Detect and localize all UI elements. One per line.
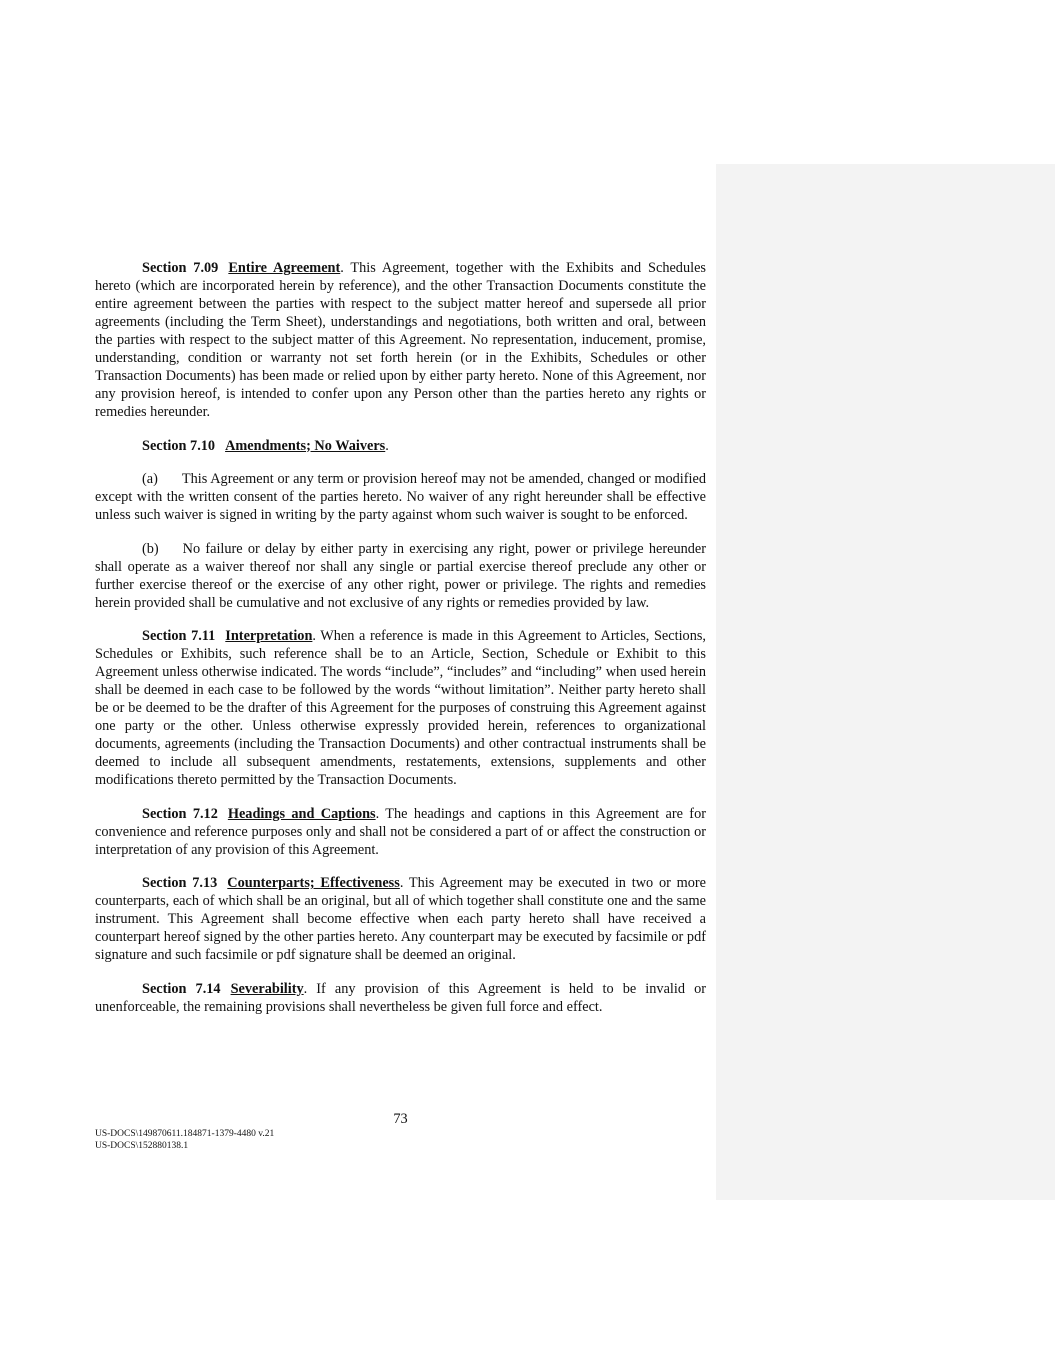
section-7-11 (95, 627, 706, 789)
clause-label: (b) (142, 540, 159, 557)
doc-id-2: US-DOCS\152880138.1 (95, 1140, 189, 1151)
section-text: . If any provision of this Agreement is held to be invalid or unenforceable, the remaining provisions shall nevertheless be given full force and effect. (95, 980, 706, 1015)
page-body (95, 259, 706, 1031)
section-7-10 (95, 437, 706, 455)
section-number: Section 7.11 (142, 628, 216, 644)
section-text: . This Agreement, together with the Exhibits and Schedules hereto (which are incorporated herein by reference), and the other Transaction Documents constitute the entire agreement between the parties with respect to the subject matter hereof and supersede all prior agreements (including the Term Sheet), understandings and negotiations, both written and oral, between the parties with respect to the subject matter of this Agreement. No representation, inducement, promise, understanding, condition or warranty not set forth herein (or in the Exhibits, Schedules or other Transaction Documents) has been made or relied upon by either party hereto. None of this Agreement, nor any provision hereof, is intended to confer upon any Person other than the parties hereto any rights or remedies hereunder. (95, 260, 706, 420)
section-number: Section 7.09 (142, 260, 219, 276)
clause-text: This Agreement or any term or provision hereof may not be amended, changed or modified except with the written consent of the parties hereto. No waiver of any right hereunder shall be effective unless such waiver is signed in writing by the party against whom such waiver is sought to be enforced. (95, 471, 706, 523)
doc-id-1: US-DOCS\149870611.184871-1379-4480 v.21 (95, 1129, 275, 1139)
section-text: . The headings and captions in this Agreement are for convenience and reference purposes only and shall not be considered a part of or affect the construction or interpretation of any provision of this Agreement. (95, 805, 706, 858)
section-7-12 (95, 805, 706, 859)
page-number: 73 (393, 1111, 408, 1127)
section-7-09 (95, 259, 706, 421)
section-heading: Counterparts; Effectiveness (227, 875, 400, 891)
section-heading: Amendments; No Waivers (225, 437, 386, 454)
section-number: Section 7.10 (142, 437, 216, 454)
section-number: Section 7.14 (142, 980, 221, 997)
section-7-10-b (95, 540, 706, 612)
clause-label: (a) (142, 471, 158, 487)
section-heading: Headings and Captions (227, 805, 376, 822)
section-heading: Interpretation (225, 628, 313, 644)
section-number: Section 7.12 (142, 805, 218, 822)
section-text: . When a reference is made in this Agreement to Articles, Sections, Schedules or Exhibits, such reference shall be to an Article, Section, Schedule or Exhibit to this Agreement unless otherwise indicated. The words “include”, “includes” and “including” when used herein shall be deemed in each case to be followed by the words “without limitation”. Neither party hereto shall be or be deemed to be the drafter of this Agreement for the purposes of construing this Agreement against one party or the other. Unless otherwise expressly provided herein, references to organizational documents, agreements (including the Transaction Documents) and other contractual instruments shall be deemed to include all subsequent amendments, restatements, extensions, supplements and other modifications thereto permitted by the Transaction Documents. (95, 628, 706, 788)
document-ids (95, 1129, 274, 1152)
section-text: . (385, 437, 389, 454)
section-heading: Severability (230, 980, 304, 997)
clause-text: No failure or delay by either party in exercising any right, power or privilege hereunder shall operate as a waiver thereof nor shall any single or partial exercise thereof preclude any other or further exercise thereof or the exercise of any other right, power or privilege. The rights and remedies herein provided shall be cumulative and not exclusive of any rights or remedies provided by law. (95, 540, 706, 611)
section-text: . This Agreement may be executed in two or more counterparts, each of which shall be an original, but all of which together shall constitute one and the same instrument. This Agreement shall become effective when each party hereto shall have received a counterpart hereof signed by the other parties hereto. Any counterpart may be executed by facsimile or pdf signature and such facsimile or pdf signature shall be deemed an original. (95, 875, 707, 963)
section-number: Section 7.13 (142, 875, 218, 891)
section-7-14 (95, 980, 706, 1016)
section-7-13 (95, 874, 706, 964)
comment-pane (716, 164, 1055, 1200)
section-7-10-a (95, 470, 706, 524)
section-heading: Entire Agreement (228, 260, 341, 276)
